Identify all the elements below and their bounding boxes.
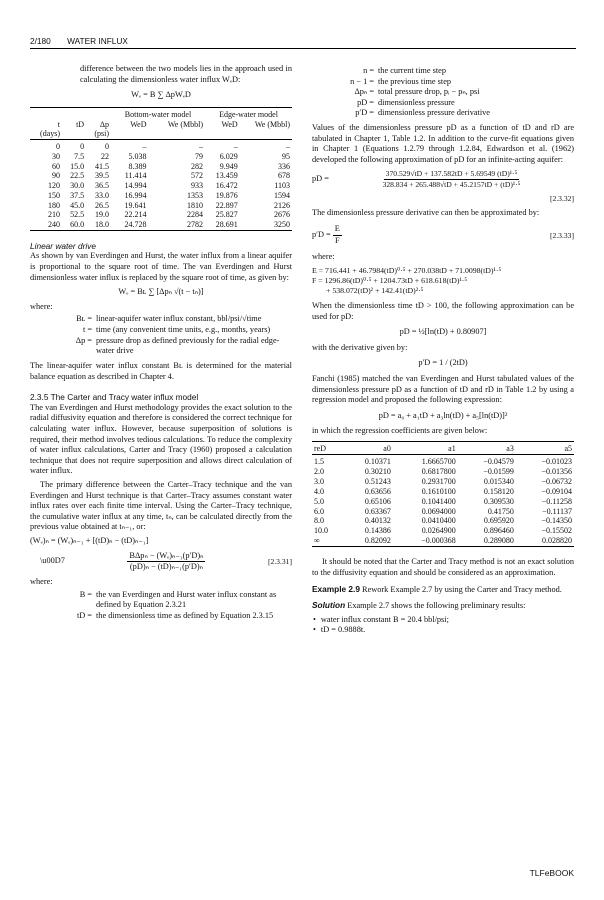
table-cell: 6.0 (314, 506, 324, 516)
linear-heading: Linear water drive (30, 240, 96, 251)
group-header-edge: Edge-water model (219, 109, 278, 119)
definition-text: dimensionless pressure derivative (378, 108, 490, 118)
table-cell: 22.897 (215, 200, 238, 210)
table-cell: 3.0 (314, 476, 324, 486)
equation-ct-fraction (127, 551, 205, 573)
table-cell: 0.65106 (364, 496, 391, 506)
col-header: WeD (130, 119, 147, 129)
definition-text: linear-aquifer water influx constant, bbl/psi/√time (96, 314, 262, 324)
table-cell: 0.158120 (483, 486, 514, 496)
table-cell: 60.0 (70, 220, 85, 230)
table-cell: −0.01023 (541, 456, 572, 466)
chapter-title: WATER INFLUX (67, 36, 128, 46)
table-cell: −0.11258 (541, 496, 572, 506)
table-cell: – (199, 142, 203, 152)
table-cell: 0 (56, 142, 61, 152)
table-cell: 19.876 (215, 190, 238, 200)
influx-table-body (30, 142, 292, 230)
table-rule (30, 230, 292, 233)
equation-derivative (312, 224, 574, 246)
equation-ct-denominator: (pD)ₙ − (tD)ₙ₋₁(p′D)ₙ (129, 562, 203, 572)
definition-item (30, 590, 292, 611)
col-header: We (Mbbl) (254, 119, 290, 129)
table-cell: 0.896460 (483, 526, 514, 536)
definition-text: the van Everdingen and Hurst water influx constant as defined by Equation 2.3.21 (96, 589, 277, 610)
definition-text: time (any convenient time units, e.g., months, years) (96, 325, 271, 335)
col-header: a3 (506, 444, 514, 454)
left-column (30, 64, 292, 625)
table-cell: 3250 (274, 220, 290, 230)
definition-item (312, 98, 574, 109)
table-cell: 5.0 (314, 496, 324, 506)
table-row (312, 526, 574, 536)
equation-approx-derivative: p′D = 1 / (2tD) (418, 358, 468, 368)
table-cell: 24.728 (124, 220, 147, 230)
table-row (312, 457, 574, 467)
list-item: • tD = 0.9888t. (322, 625, 574, 636)
equation-pd-fraction (383, 169, 521, 189)
equation-we: Wₑ = B ∑ ΔpWₑD (131, 90, 191, 100)
result-bullets (312, 615, 574, 636)
table-cell: 0 (104, 142, 109, 152)
table-cell: 19.0 (94, 210, 109, 220)
solution-paragraph (312, 600, 574, 612)
table-cell: 120 (48, 181, 61, 191)
table-cell: 8.389 (128, 161, 147, 171)
table-cell: 16.994 (124, 190, 147, 200)
table-cell: 240 (48, 220, 61, 230)
table-cell: 0.30210 (364, 466, 391, 476)
table-cell: 150 (48, 190, 61, 200)
linear-paragraph: As shown by van Everdingen and Hurst, the water influx from a linear aquifer is proportional to the square root of time. The van Everdingen and Hurst dimensionless water influx is replaced by the square root of time, as given by: (30, 251, 292, 282)
table-cell: 0.0694000 (421, 506, 456, 516)
definition-text: dimensionless pressure (378, 97, 455, 107)
table-cell: 282 (191, 161, 203, 171)
equation-number: [2.3.31] (267, 556, 292, 566)
right-paragraph-5: Fanchi (1985) matched the van Everdingen and Hurst tabulated values of the dimensionless pressure pD as a function of tD and rD in Table 1.2 by using a regression model and proposed the following expression: (312, 374, 574, 405)
definition-item (30, 325, 292, 336)
linear-definitions (30, 314, 292, 356)
table-cell: 22 (100, 151, 109, 161)
table-cell: 90 (52, 171, 61, 181)
definition-item (312, 108, 574, 119)
right-paragraph-3: When the dimensionless time tD > 100, the following approximation can be used for pD: (312, 300, 574, 321)
table-cell: 1353 (187, 190, 203, 200)
where-label: where: (312, 252, 335, 262)
table-cell: – (233, 142, 238, 152)
table-cell: 210 (48, 210, 61, 220)
unit-days: (days) (40, 129, 61, 139)
definition-text: the previous time step (378, 76, 452, 86)
table-cell: −0.14350 (541, 516, 572, 526)
table-cell: 9.949 (219, 161, 238, 171)
col-header: We (Mbbl) (167, 119, 203, 129)
equation-pd-denominator: 328.834 + 265.488√tD + 45.2157tD + (tD)¹·⁵ (382, 180, 521, 190)
table-row (30, 152, 292, 162)
table-row (30, 201, 292, 211)
table-cell: 0.1041400 (421, 496, 456, 506)
col-header: Δp (99, 119, 109, 129)
col-header: a0 (383, 444, 391, 454)
table-cell: 25.827 (215, 210, 238, 220)
table-cell: 0.2931700 (421, 476, 456, 486)
table-cell: 2284 (187, 210, 203, 220)
group-header-bottom: Bottom-water model (124, 109, 192, 119)
table-cell: 45.0 (70, 200, 85, 210)
equation-ct-line1: (Wₑ)ₙ = (Wₑ)ₙ₋₁ + [(tD)ₙ − (tD)ₙ₋₁] (30, 536, 149, 546)
example-paragraph (312, 584, 574, 596)
table-row (312, 487, 574, 497)
equation-F1: F = 1296.86(tD)⁰·⁵ + 1204.73tD + 618.618(tD)¹·⁵ (312, 276, 468, 286)
table-cell: 2.0 (314, 466, 324, 476)
definition-text: the dimensionless time as defined by Equation 2.3.15 (96, 610, 274, 620)
table-cell: 0.0410400 (421, 516, 456, 526)
table-cell: 1.6665700 (421, 456, 456, 466)
equation-derivative-fraction (333, 224, 342, 246)
table-row (312, 477, 574, 487)
definition-term: tD = (76, 610, 92, 620)
table-cell: – (286, 142, 290, 152)
unit-psi: (psi) (94, 129, 109, 139)
equation-derivative-numerator: E (333, 224, 342, 236)
equation-ct-numerator: BΔpₙ − (Wₑ)ₙ₋₁(p′D)ₙ (127, 551, 205, 563)
equation-ct: \u00D7 $\frac{\text{BΔpₙ − (Wₑ)ₙ₋₁(p′D)ₙ}}{\text{(pD)ₙ − (tD)ₙ₋₁(p′D)ₙ}}$ [2.3.31] (40, 550, 292, 572)
table-cell: 14.994 (124, 181, 147, 191)
example-label: Example 2.9 (312, 584, 360, 595)
table-cell: 0.63656 (364, 486, 391, 496)
equation-fanchi: pD = a₀ + a₁tD + a₃ln(tD) + a₅[ln(tD)]² (378, 410, 508, 420)
footer-watermark: TLFeBOOK (529, 868, 574, 878)
table-row (30, 210, 292, 220)
right-paragraph-1: Values of the dimensionless pressure pD as a function of tD and rD are tabulated in Chapter 1, Table 1.2. In addition to the curve-fit equations given in Chapter 1 (Equations 1.2.79 through 1.2.84, Edwardson et al. (1962) developed the following approximation of pD for an infinite-acting aquifer: (312, 123, 574, 164)
section-heading: 2.3.5 The Carter and Tracy water influx model (30, 392, 199, 403)
table-cell: −0.01356 (541, 466, 572, 476)
definition-item (312, 77, 574, 88)
timestep-definitions (312, 66, 574, 119)
table-cell: 22.5 (70, 171, 85, 181)
table-cell: 678 (278, 171, 290, 181)
table-cell: 8.0 (314, 516, 324, 526)
table-cell: 95 (282, 151, 290, 161)
table-cell: – (142, 142, 147, 152)
definition-term: t = (82, 325, 92, 335)
table-cell: 336 (278, 161, 290, 171)
table-cell: 18.0 (94, 220, 109, 230)
table-cell: 30.0 (70, 181, 85, 191)
table-cell: 0.1610100 (421, 486, 456, 496)
table-cell: 0.10371 (364, 456, 391, 466)
coefficients-table (312, 441, 574, 549)
table-header-row (312, 444, 574, 454)
table-cell: 7.5 (74, 151, 85, 161)
table-row (30, 191, 292, 201)
table-header-row (30, 120, 292, 130)
table-row (30, 220, 292, 230)
table-cell: 0.695920 (483, 516, 514, 526)
table-cell: −0.000368 (421, 536, 456, 546)
table-cell: 1810 (187, 200, 203, 210)
header-rule (30, 48, 576, 49)
col-header: WeD (221, 119, 238, 129)
right-paragraph-7: It should be noted that the Carter and Tracy method is not an exact solution to the diffusivity equation and should be considered as an approximation. (312, 557, 574, 577)
table-group-header (30, 110, 292, 120)
table-cell: 0.028820 (542, 536, 572, 546)
definition-term: pD = (357, 97, 374, 107)
table-row (312, 497, 574, 507)
definition-term: Δp = (75, 335, 92, 345)
table-cell: 10.0 (314, 526, 328, 536)
table-cell: 0.51243 (364, 476, 391, 486)
table-cell: 33.0 (94, 190, 109, 200)
definition-item (30, 336, 292, 357)
table-cell: 5.038 (128, 151, 147, 161)
right-paragraph-6: in which the regression coefficients are given below: (312, 426, 488, 436)
table-cell: 0.41750 (487, 506, 514, 516)
table-row (312, 516, 574, 526)
table-cell: 4.0 (314, 486, 324, 496)
table-row (312, 507, 574, 517)
table-cell: −0.06732 (541, 476, 572, 486)
table-cell: −0.11137 (542, 506, 572, 516)
table-cell: 0.0264900 (421, 526, 456, 536)
definition-term: Bʟ = (76, 314, 92, 324)
table-cell: 39.5 (94, 171, 109, 181)
where-label: where: (30, 576, 53, 586)
definition-item (312, 66, 574, 77)
col-header: t (57, 119, 61, 129)
table-cell: 79 (195, 151, 203, 161)
table-rule (312, 547, 574, 550)
equation-derivative-lhs: p′D = (312, 230, 331, 240)
table-cell: 6.029 (219, 151, 238, 161)
list-item: • water influx constant B = 20.4 bbl/psi; (322, 615, 574, 626)
equation-pd (312, 169, 574, 189)
col-header: a1 (448, 444, 456, 454)
table-cell: 0.14386 (364, 526, 391, 536)
table-cell: 28.691 (215, 220, 238, 230)
table-cell: 0.6817800 (421, 466, 456, 476)
right-paragraph-2: The dimensionless pressure derivative can then be approximated by: (312, 207, 540, 217)
table-cell: −0.15502 (541, 526, 572, 536)
table-cell: ∞ (314, 536, 320, 546)
section-paragraph-1: The van Everdingen and Hurst methodology provides the exact solution to the radial diffusivity equation and therefore is considered the correct technique for calculating water influx. However, because superposition of solutions is required, their method involves tedious calculations. To reduce the complexity of water influx calculations, Carter and Tracy (1960) proposed a calculation technique that does not require superposition and allows direct calculation of water influx. (30, 402, 292, 476)
table-row (312, 467, 574, 477)
intro-text: difference between the two models lies in the approach used in calculating the dimensionless water influx WₑD: (80, 64, 292, 84)
right-paragraph-4: with the derivative given by: (312, 342, 408, 352)
equation-pd-lhs: pD = (312, 174, 329, 184)
solution-label: Solution (312, 599, 346, 610)
equation-number: [2.3.33] (549, 230, 574, 240)
table-cell: 26.5 (94, 200, 109, 210)
definition-text: pressure drop as defined previously for the radial edge-water drive (96, 335, 280, 356)
table-cell: 60 (52, 161, 61, 171)
table-cell: 0.82092 (364, 536, 391, 546)
linear-paragraph-2: The linear-aquifer water influx constant Bʟ is determined for the material balance equation as described in Chapter 4. (30, 360, 292, 381)
definition-term: B = (79, 589, 92, 599)
definition-item (312, 87, 574, 98)
table-cell: 11.414 (124, 171, 147, 181)
table-cell: 180 (48, 200, 61, 210)
table-cell: 1103 (274, 181, 290, 191)
page-number: 2/180 (30, 36, 51, 46)
table-cell: 0.309530 (483, 496, 514, 506)
definition-term: n = (363, 66, 374, 75)
table-cell: 0.63367 (364, 506, 391, 516)
table-cell: 30 (52, 151, 61, 161)
equation-F2: + 538.072(tD)² + 142.41(tD)²·⁵ (326, 286, 424, 296)
equation-number: [2.3.32] (549, 193, 574, 203)
table-cell: 36.5 (94, 181, 109, 191)
table-cell: 37.5 (70, 190, 85, 200)
table-cell: 16.472 (215, 181, 238, 191)
table-row (30, 171, 292, 181)
where-label: where: (30, 301, 53, 311)
section-paragraph-2: The primary difference between the Carter–Tracy technique and the van Everdingen and Hurst technique is that Carter–Tracy assumes constant water influx rates over each finite time interval. Using the Carter–Tracy technique, the cumulative water influx at any time, tₙ, can be calculated directly from the previous value obtained at tₙ₋₁, or: (30, 480, 292, 532)
table-row (30, 181, 292, 191)
col-header: tD (76, 119, 85, 129)
col-header: reD (314, 444, 326, 454)
table-cell: 572 (191, 171, 203, 181)
table-cell: 52.5 (70, 210, 85, 220)
definition-term: p′D = (355, 108, 374, 118)
influx-table (30, 107, 292, 233)
definition-term: n − 1 = (350, 76, 374, 86)
table-cell: −0.01599 (483, 466, 514, 476)
table-cell: 2782 (187, 220, 203, 230)
table-cell: 0.40132 (364, 516, 391, 526)
equation-linear: Wₑ = Bʟ ∑ [Δpₙ √(t − tₙ)] (118, 287, 204, 297)
table-cell: 13.459 (215, 171, 238, 181)
definition-text: total pressure drop, pᵢ − pₙ, psi (378, 87, 480, 97)
table-cell: −0.04579 (483, 456, 514, 466)
table-cell: 933 (191, 181, 203, 191)
table-units-row (30, 129, 292, 139)
equation-E: E = 716.441 + 46.7984(tD)⁰·⁵ + 270.038tD + 71.0098(tD)¹·⁵ (312, 266, 502, 276)
right-column (312, 64, 574, 638)
table-cell: 1.5 (314, 456, 324, 466)
table-cell: 2676 (274, 210, 290, 220)
col-header: a5 (564, 444, 572, 454)
table-row (30, 142, 292, 152)
table-row (30, 162, 292, 172)
table-cell: −0.09104 (541, 486, 572, 496)
ct-definitions (30, 590, 292, 622)
example-text: Rework Example 2.7 by using the Carter and Tracy method. (362, 585, 562, 595)
definition-item (30, 314, 292, 325)
solution-text: Example 2.7 shows the following preliminary results: (347, 600, 526, 610)
table-cell: 1594 (274, 190, 290, 200)
table-cell: 0.289080 (483, 536, 514, 546)
equation-approx: pD = ½[ln(tD) + 0.80907] (399, 327, 487, 337)
definition-text: the current time step (378, 66, 446, 75)
table-cell: 15.0 (70, 161, 85, 171)
equation-pd-numerator: 370.529√tD + 137.582tD + 5.69549 (tD)¹·⁵ (385, 169, 518, 179)
table-cell: 2126 (274, 200, 290, 210)
equation-derivative-denominator: F (335, 235, 340, 245)
table-cell: 22.214 (124, 210, 147, 220)
table-cell: 19.641 (124, 200, 147, 210)
table-row (312, 536, 574, 546)
running-header (30, 36, 576, 47)
definition-term: Δpₙ = (354, 87, 374, 97)
coefficients-table-body (312, 457, 574, 547)
definition-item (30, 611, 292, 622)
table-cell: 41.5 (94, 161, 109, 171)
table-cell: 0.015340 (483, 476, 514, 486)
table-cell: 0 (80, 142, 85, 152)
